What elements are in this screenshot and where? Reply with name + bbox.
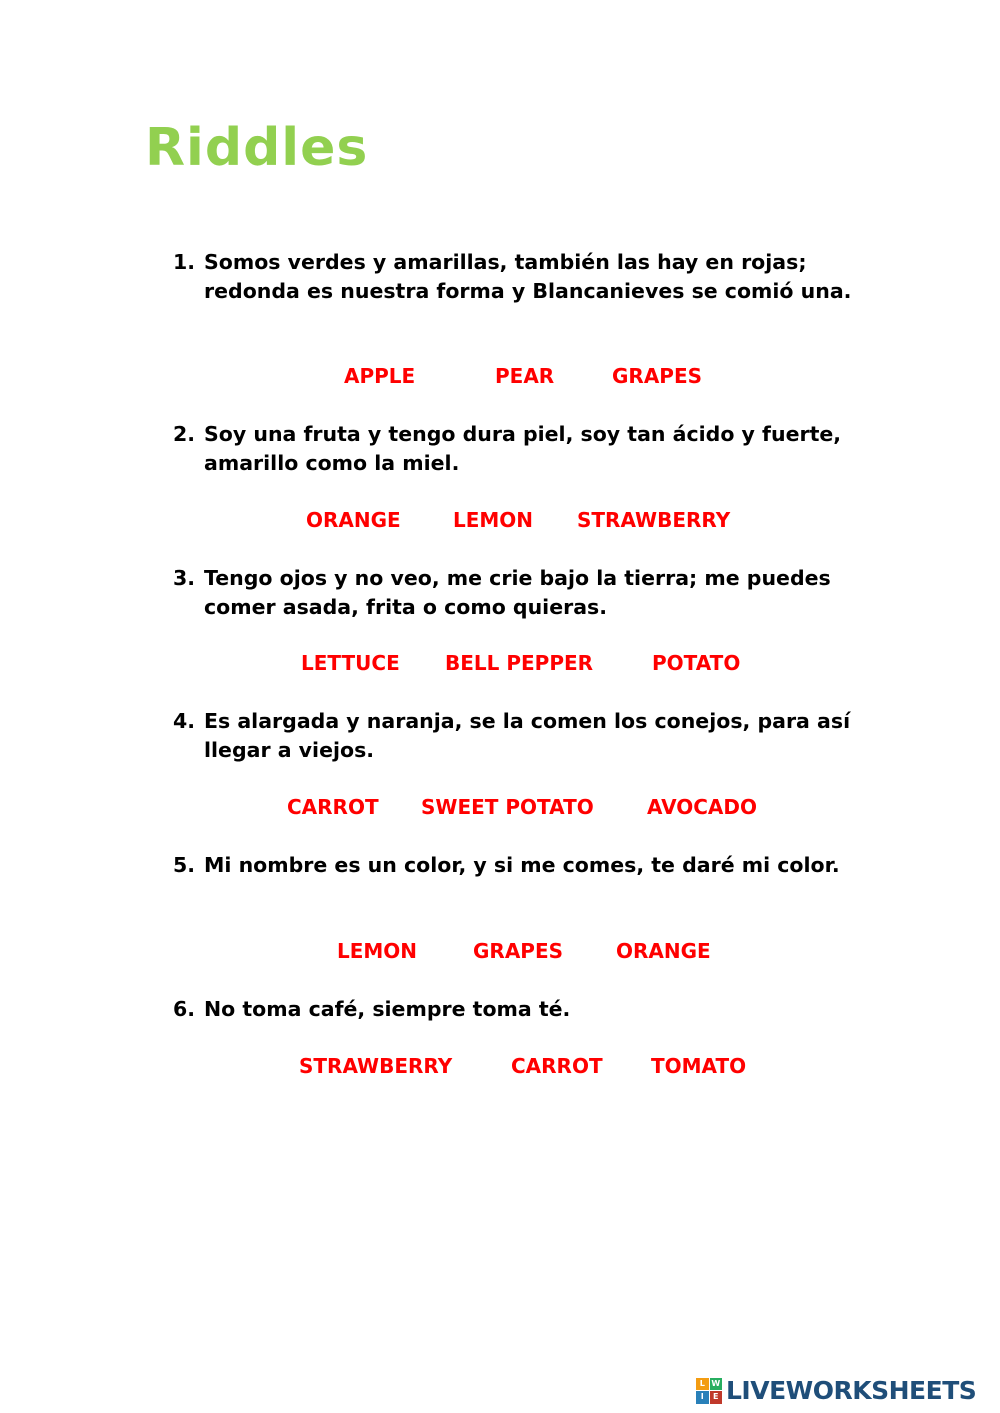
riddle-number: 1. <box>173 250 196 274</box>
option-strawberry[interactable]: STRAWBERRY <box>299 1054 453 1078</box>
riddle-text: No toma café, siempre toma té. <box>204 997 571 1021</box>
brand-name: LIVEWORKSHEETS <box>726 1376 977 1405</box>
option-apple[interactable]: APPLE <box>344 364 416 388</box>
option-tomato[interactable]: TOMATO <box>651 1054 747 1078</box>
riddle-5 <box>173 851 853 880</box>
logo-letter: E <box>710 1391 723 1404</box>
option-lemon[interactable]: LEMON <box>453 508 534 532</box>
riddle-number: 3. <box>173 566 196 590</box>
option-orange[interactable]: ORANGE <box>306 508 401 532</box>
option-sweet-potato[interactable]: SWEET POTATO <box>421 795 594 819</box>
riddle-number: 2. <box>173 422 196 446</box>
riddle-2 <box>173 420 853 478</box>
riddle-text: Tengo ojos y no veo, me crie bajo la tierra; me puedes comer asada, frita o como quieras. <box>204 566 831 619</box>
option-pear[interactable]: PEAR <box>495 364 555 388</box>
riddle-text: Es alargada y naranja, se la comen los conejos, para así llegar a viejos. <box>204 709 851 762</box>
option-avocado[interactable]: AVOCADO <box>647 795 758 819</box>
riddle-1 <box>173 248 853 306</box>
liveworksheets-logo-icon <box>696 1378 722 1404</box>
riddle-text: Mi nombre es un color, y si me comes, te daré mi color. <box>204 853 840 877</box>
riddle-number: 6. <box>173 997 196 1021</box>
riddle-number: 5. <box>173 853 196 877</box>
riddle-text: Somos verdes y amarillas, también las hay en rojas; redonda es nuestra forma y Blancanieves se comió una. <box>204 250 852 303</box>
option-lettuce[interactable]: LETTUCE <box>301 651 400 675</box>
logo-letter: I <box>696 1391 709 1404</box>
option-grapes[interactable]: GRAPES <box>473 939 564 963</box>
riddle-text: Soy una fruta y tengo dura piel, soy tan ácido y fuerte, amarillo como la miel. <box>204 422 842 475</box>
option-bell-pepper[interactable]: BELL PEPPER <box>445 651 594 675</box>
logo-letter: L <box>696 1378 709 1391</box>
option-orange[interactable]: ORANGE <box>616 939 711 963</box>
option-strawberry[interactable]: STRAWBERRY <box>577 508 731 532</box>
page-title: Riddles <box>145 118 369 178</box>
option-grapes[interactable]: GRAPES <box>612 364 703 388</box>
riddle-number: 4. <box>173 709 196 733</box>
riddle-6 <box>173 995 853 1024</box>
option-carrot[interactable]: CARROT <box>287 795 379 819</box>
riddle-4 <box>173 707 853 765</box>
riddle-3 <box>173 564 853 622</box>
option-potato[interactable]: POTATO <box>652 651 741 675</box>
option-carrot[interactable]: CARROT <box>511 1054 603 1078</box>
option-lemon[interactable]: LEMON <box>337 939 418 963</box>
logo-letter: W <box>710 1378 723 1391</box>
liveworksheets-logo <box>696 1376 976 1405</box>
